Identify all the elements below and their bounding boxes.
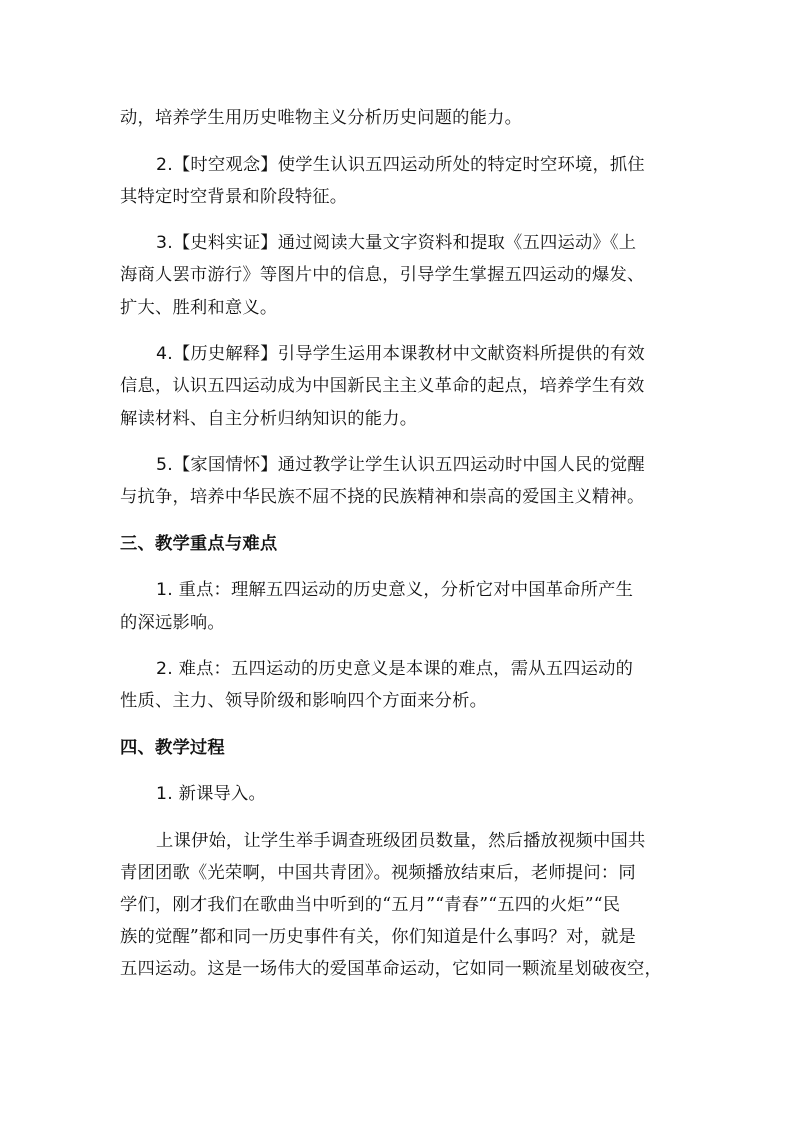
intro-paragraph-line: 青团团歌《光荣啊，中国共青团》。视频播放结束后，老师提问：同 (120, 863, 636, 883)
section-heading-key-points: 三、教学重点与难点 (120, 534, 278, 554)
paragraph-line: 扩大、胜利和意义。 (120, 298, 278, 318)
paragraph-line: 其特定时空背景和阶段特征。 (120, 187, 348, 207)
paragraph-line: 的深远影响。 (120, 613, 225, 633)
paragraph-line: 海商人罢市游行》等图片中的信息，引导学生掌握五四运动的爆发、 (120, 265, 645, 285)
objective-patriotism-line: 5.【家国情怀】通过教学让学生认识五四运动时中国人民的觉醒 (156, 455, 645, 475)
intro-paragraph-line: 上课伊始，让学生举手调查班级团员数量，然后播放视频中国共 (156, 831, 646, 851)
section-heading-process: 四、教学过程 (120, 738, 225, 758)
process-step-line: 1. 新课导入。 (156, 784, 266, 804)
paragraph-line: 动，培养学生用历史唯物主义分析历史问题的能力。 (120, 108, 523, 128)
paragraph-line: 与抗争，培养中华民族不屈不挠的民族精神和崇高的爱国主义精神。 (120, 487, 645, 507)
objective-evidence-line: 3.【史料实证】通过阅读大量文字资料和提取《五四运动》《上 (156, 233, 637, 253)
intro-paragraph-line: 五四运动。这是一场伟大的爱国革命运动，它如同一颗流星划破夜空， (120, 959, 662, 979)
objective-spacetime-line: 2.【时空观念】使学生认识五四运动所处的特定时空环境，抓住 (156, 155, 645, 175)
objective-interpretation-line: 4.【历史解释】引导学生运用本课教材中文献资料所提供的有效 (156, 344, 645, 364)
paragraph-line: 性质、主力、领导阶级和影响四个方面来分析。 (120, 691, 488, 711)
intro-paragraph-line: 学们，刚才我们在歌曲当中听到的“五月”“青春”“五四的火炬”“民 (120, 895, 621, 915)
paragraph-line: 信息，认识五四运动成为中国新民主主义革命的起点，培养学生有效 (120, 376, 645, 396)
intro-paragraph-line: 族的觉醒”都和同一历史事件有关，你们知道是什么事吗？对，就是 (120, 927, 636, 947)
paragraph-line: 解读材料、自主分析归纳知识的能力。 (120, 409, 418, 429)
difficulty-line: 2. 难点：五四运动的历史意义是本课的难点，需从五四运动的 (156, 659, 634, 679)
key-point-line: 1. 重点：理解五四运动的历史意义，分析它对中国革命所产生 (156, 580, 634, 600)
